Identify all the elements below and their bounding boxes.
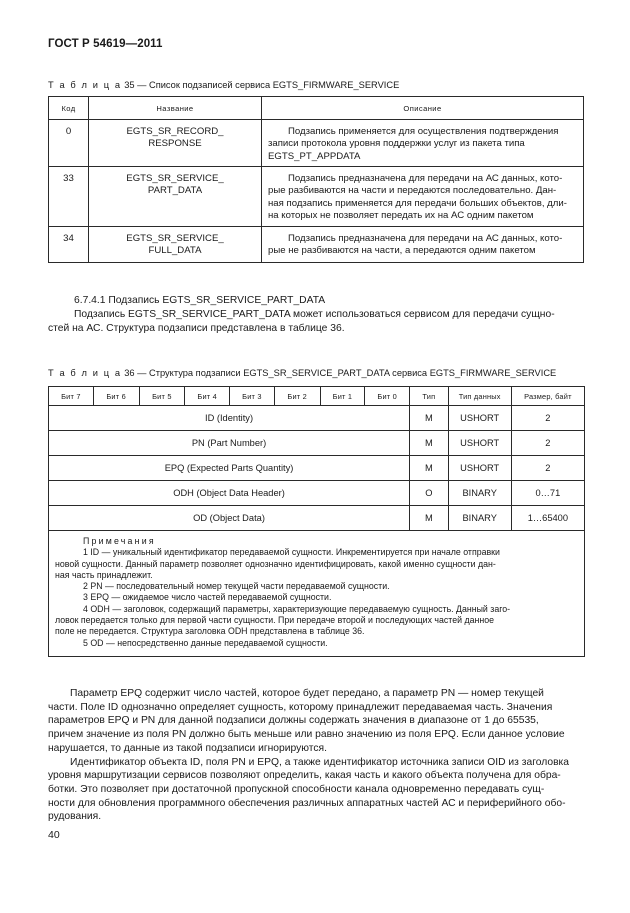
type-cell: M bbox=[410, 406, 449, 431]
table-35 bbox=[48, 96, 584, 263]
datatype-cell: USHORT bbox=[448, 431, 511, 456]
note-line: новой сущности. Данный параметр позволяет однозначно идентифицировать, какой именно сущности дан- bbox=[55, 558, 496, 569]
table35-caption bbox=[48, 80, 399, 90]
type-cell: O bbox=[410, 481, 449, 506]
table-row bbox=[49, 506, 585, 531]
paragraph-2 bbox=[48, 756, 585, 825]
description-cell bbox=[262, 167, 584, 227]
notes-title: Примечания bbox=[83, 536, 156, 546]
name-line: EGTS_SR_SERVICE_ bbox=[126, 233, 224, 244]
size-cell: 1…65400 bbox=[511, 506, 584, 531]
description-cell bbox=[262, 120, 584, 167]
notes-cell bbox=[49, 531, 585, 657]
bit-header: Бит 1 bbox=[320, 387, 365, 406]
desc-line: Подзапись предназначена для передачи на АС данных, кото- bbox=[288, 173, 563, 184]
section-line: Подзапись EGTS_SR_SERVICE_PART_DATA может использоваться сервисом для передачи сущно- bbox=[74, 308, 555, 320]
table35-caption-prefix: Т а б л и ц а bbox=[48, 80, 122, 90]
bit-header: Бит 0 bbox=[365, 387, 410, 406]
note-line: 3 EPQ — ожидаемое число частей передаваемой сущности. bbox=[83, 592, 332, 603]
note-line: поле не передается. Структура заголовка ODH представлена в таблице 36. bbox=[55, 626, 365, 637]
body-line: причем значение из поля PN должно быть меньше или равно значению из поля EPQ. Если данное условие bbox=[48, 729, 565, 741]
size-header: Размер, байт bbox=[511, 387, 584, 406]
size-cell: 2 bbox=[511, 406, 584, 431]
type-header: Тип bbox=[410, 387, 449, 406]
body-line: Параметр EPQ содержит число частей, которое будет передано, а параметр PN — номер текущей bbox=[70, 688, 544, 699]
field-cell: PN (Part Number) bbox=[49, 431, 410, 456]
code-cell: 33 bbox=[49, 167, 89, 227]
description-cell bbox=[262, 227, 584, 263]
section-6-7-4-1 bbox=[48, 294, 585, 335]
note-line: ловок передается только для первой части сущности. При передаче второй и последующих частей данное bbox=[55, 615, 495, 626]
size-cell: 2 bbox=[511, 431, 584, 456]
note-line: 2 PN — последовательный номер текущей части передаваемой сущности. bbox=[83, 581, 390, 592]
desc-line: EGTS_PT_APPDATA bbox=[268, 150, 361, 162]
desc-line: Подзапись предназначена для передачи на АС данных, кото- bbox=[288, 233, 563, 244]
datatype-cell: BINARY bbox=[448, 481, 511, 506]
section-heading: 6.7.4.1 Подзапись EGTS_SR_SERVICE_PART_DATA bbox=[74, 295, 326, 306]
bit-header: Бит 6 bbox=[93, 387, 139, 406]
notes-row bbox=[49, 531, 585, 657]
table-36 bbox=[48, 386, 585, 657]
datatype-cell: USHORT bbox=[448, 406, 511, 431]
code-cell: 0 bbox=[49, 120, 89, 167]
table35-header-row bbox=[49, 97, 584, 120]
size-cell: 2 bbox=[511, 456, 584, 481]
table-row bbox=[49, 406, 585, 431]
table-row bbox=[49, 456, 585, 481]
body-line: Идентификатор объекта ID, поля PN и EPQ, а также идентификатор источника записи OID из заголовка bbox=[70, 756, 570, 768]
datatype-header: Тип данных bbox=[448, 387, 511, 406]
body-line: параметров EPQ и PN для данной подзаписи должны содержать значения в диапазоне от 1 до 65535, bbox=[48, 715, 539, 727]
table-row bbox=[49, 167, 584, 227]
table36-caption-text: 36 — Структура подзаписи EGTS_SR_SERVICE_PART_DATA сервиса EGTS_FIRMWARE_SERVICE bbox=[124, 368, 557, 378]
body-line: части. Поле ID однозначно определяет сущность, которому принадлежит передаваемая часть. Значения bbox=[48, 701, 553, 713]
name-cell bbox=[89, 227, 262, 263]
table-row bbox=[49, 227, 584, 263]
datatype-cell: BINARY bbox=[448, 506, 511, 531]
name-cell bbox=[89, 167, 262, 227]
bit-header: Бит 3 bbox=[230, 387, 275, 406]
body-line: ности для обновления программного обеспечения различных аппаратных частей АС и периферийного обо- bbox=[48, 797, 566, 809]
name-line: EGTS_SR_RECORD_ bbox=[126, 126, 224, 137]
paragraph-1 bbox=[48, 687, 585, 756]
size-cell: 0…71 bbox=[511, 481, 584, 506]
note-line: 1 ID — уникальный идентификатор передаваемой сущности. Инкрементируется при начале отправки bbox=[83, 547, 500, 558]
table36-caption-prefix: Т а б л и ц а bbox=[48, 368, 122, 378]
type-cell: M bbox=[410, 456, 449, 481]
name-line: FULL_DATA bbox=[148, 245, 202, 257]
name-line: EGTS_SR_SERVICE_ bbox=[126, 173, 224, 184]
body-line: уровня маршрутизации сервисов позволяют определить, какая часть и какого объекта получена для обра- bbox=[48, 770, 561, 782]
bit-header: Бит 7 bbox=[49, 387, 94, 406]
code-cell: 34 bbox=[49, 227, 89, 263]
table-row bbox=[49, 120, 584, 167]
datatype-cell: USHORT bbox=[448, 456, 511, 481]
table36-header-row bbox=[49, 387, 585, 406]
table35-col-name: Название bbox=[89, 97, 262, 120]
table35-col-desc: Описание bbox=[262, 97, 584, 120]
bit-header: Бит 4 bbox=[185, 387, 230, 406]
desc-line: записи протокола уровня поддержки услуг из пакета типа bbox=[268, 138, 525, 150]
table-row bbox=[49, 481, 585, 506]
document-header: ГОСТ Р 54619—2011 bbox=[48, 38, 163, 50]
desc-line: рые разбиваются на части и передаются последовательно. Дан- bbox=[268, 185, 557, 197]
body-text bbox=[48, 687, 585, 824]
bit-header: Бит 5 bbox=[139, 387, 185, 406]
table35-caption-text: 35 — Список подзаписей сервиса EGTS_FIRMWARE_SERVICE bbox=[124, 80, 400, 90]
body-line: рудования. bbox=[48, 811, 102, 823]
desc-line: рые не разбиваются на части, а передаются одним пакетом bbox=[268, 245, 536, 257]
desc-line: на которых не позволяет передать их на АС одним пакетом bbox=[268, 210, 534, 222]
page-number: 40 bbox=[48, 829, 60, 841]
name-cell bbox=[89, 120, 262, 167]
name-line: PART_DATA bbox=[147, 185, 203, 197]
note-line: 5 OD — непосредственно данные передаваемой сущности. bbox=[83, 637, 328, 648]
desc-line: Подзапись применяется для осуществления подтверждения bbox=[288, 126, 559, 137]
table36-caption bbox=[48, 368, 556, 378]
bit-header: Бит 2 bbox=[274, 387, 320, 406]
body-line: нарушается, то данные из такой подзаписи игнорируются. bbox=[48, 742, 327, 754]
desc-line: ная подзапись применяется для передачи больших объектов, дли- bbox=[268, 197, 567, 209]
field-cell: OD (Object Data) bbox=[49, 506, 410, 531]
type-cell: M bbox=[410, 431, 449, 456]
note-line: 4 ODH — заголовок, содержащий параметры, характеризующие передаваемую сущность. Данный заго- bbox=[83, 603, 511, 614]
field-cell: EPQ (Expected Parts Quantity) bbox=[49, 456, 410, 481]
name-line: RESPONSE bbox=[148, 138, 202, 150]
table-row bbox=[49, 431, 585, 456]
table35-col-code: Код bbox=[49, 97, 89, 120]
field-cell: ODH (Object Data Header) bbox=[49, 481, 410, 506]
note-line: ная часть принадлежит. bbox=[55, 569, 153, 580]
section-line: стей на АС. Структура подзаписи представлена в таблице 36. bbox=[48, 322, 345, 334]
field-cell: ID (Identity) bbox=[49, 406, 410, 431]
body-line: ботки. Это позволяет при достаточной пропускной способности канала одновременно передавать сущ- bbox=[48, 783, 545, 795]
type-cell: M bbox=[410, 506, 449, 531]
